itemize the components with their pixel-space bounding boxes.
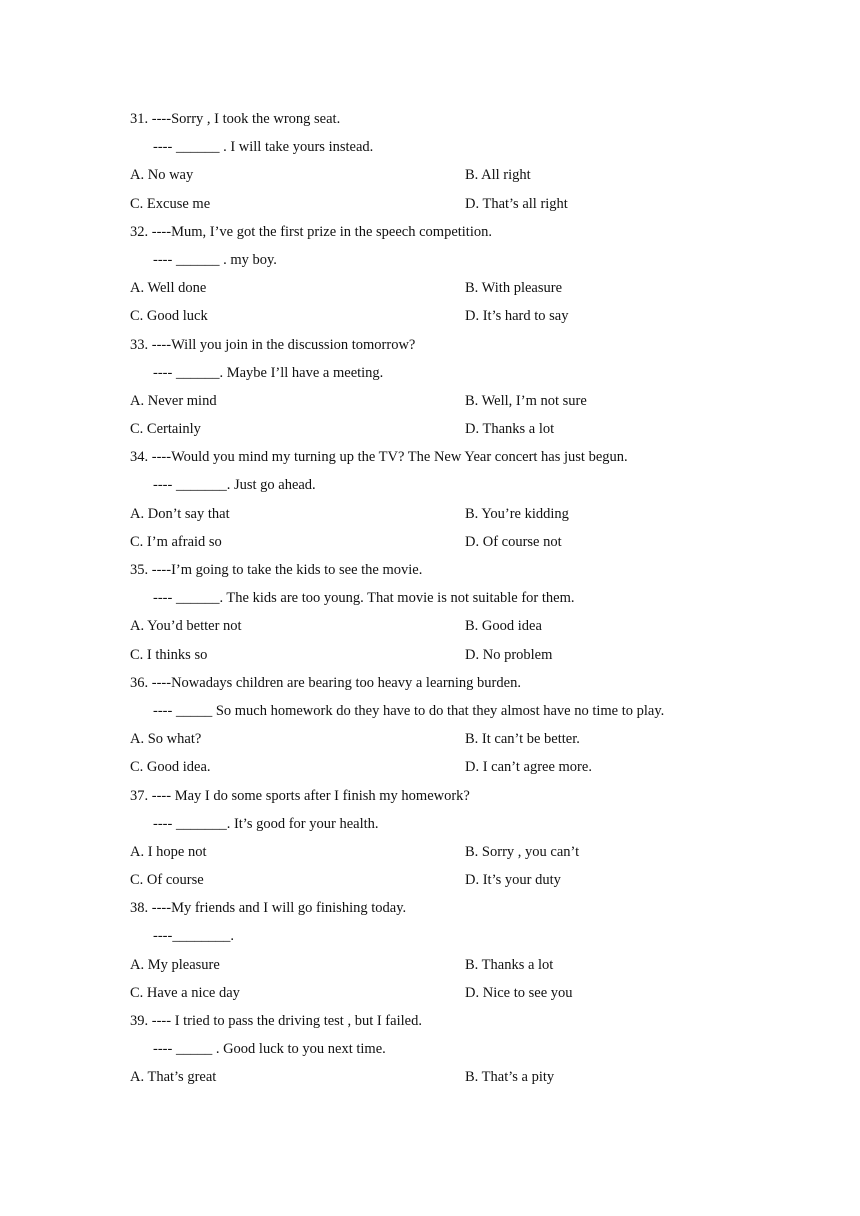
option-row xyxy=(130,161,730,189)
question-response: ---- _______. It’s good for your health. xyxy=(153,815,379,832)
question-response: ----________. xyxy=(153,928,234,945)
option-d: D. That’s all right xyxy=(465,195,568,212)
option-a: A. You’d better not xyxy=(130,618,242,635)
option-row xyxy=(130,979,730,1007)
question-prompt: 32. ----Mum, I’ve got the first prize in the speech competition. xyxy=(130,223,492,240)
option-row xyxy=(130,190,730,218)
option-a: A. So what? xyxy=(130,731,202,748)
question-response: ---- _____ So much homework do they have to do that they almost have no time to play. xyxy=(153,702,665,719)
option-row xyxy=(130,725,730,753)
option-c: C. I’m afraid so xyxy=(130,533,222,550)
question-prompt: 34. ----Would you mind my turning up the TV? The New Year concert has just begun. xyxy=(130,449,628,466)
option-a: A. That’s great xyxy=(130,1069,217,1086)
option-d: D. Nice to see you xyxy=(465,984,573,1001)
question-prompt: 38. ----My friends and I will go finishing today. xyxy=(130,900,407,917)
option-row xyxy=(130,528,730,556)
question-block xyxy=(130,1007,730,1092)
option-row xyxy=(130,866,730,894)
option-row xyxy=(130,274,730,302)
option-d: D. No problem xyxy=(465,646,553,663)
option-d: D. I can’t agree more. xyxy=(465,759,592,776)
option-a: A. I hope not xyxy=(130,843,207,860)
option-c: C. Excuse me xyxy=(130,195,211,212)
question-block xyxy=(130,105,730,218)
option-row xyxy=(130,415,730,443)
question-response: ---- _____ . Good luck to you next time. xyxy=(153,1041,386,1058)
option-b: B. With pleasure xyxy=(465,280,563,297)
option-c: C. Good luck xyxy=(130,308,208,325)
question-prompt: 33. ----Will you join in the discussion tomorrow? xyxy=(130,336,416,353)
option-row xyxy=(130,500,730,528)
question-block xyxy=(130,669,730,782)
question-prompt: 36. ----Nowadays children are bearing too heavy a learning burden. xyxy=(130,674,521,691)
option-row xyxy=(130,641,730,669)
question-block xyxy=(130,331,730,444)
option-row xyxy=(130,302,730,330)
option-d: D. Thanks a lot xyxy=(465,421,555,438)
question-response: ---- ______ . my boy. xyxy=(153,251,277,268)
option-row xyxy=(130,753,730,781)
option-b: B. Thanks a lot xyxy=(465,956,554,973)
question-block xyxy=(130,894,730,1007)
option-a: A. My pleasure xyxy=(130,956,220,973)
option-c: C. Certainly xyxy=(130,421,201,438)
option-a: A. Don’t say that xyxy=(130,505,230,522)
option-d: D. Of course not xyxy=(465,533,562,550)
question-prompt: 39. ---- I tried to pass the driving test , but I failed. xyxy=(130,1013,422,1029)
option-c: C. Good idea. xyxy=(130,759,211,776)
option-d: D. It’s hard to say xyxy=(465,308,569,325)
option-c: C. I thinks so xyxy=(130,646,208,663)
option-a: A. Never mind xyxy=(130,392,217,409)
option-row xyxy=(130,1063,730,1091)
option-c: C. Have a nice day xyxy=(130,984,240,1001)
question-block xyxy=(130,443,730,556)
option-row xyxy=(130,612,730,640)
option-row xyxy=(130,951,730,979)
option-a: A. No way xyxy=(130,167,194,184)
question-prompt: 35. ----I’m going to take the kids to see the movie. xyxy=(130,562,423,578)
option-d: D. It’s your duty xyxy=(465,872,561,889)
option-b: B. All right xyxy=(465,167,531,184)
question-block xyxy=(130,218,730,331)
option-c: C. Of course xyxy=(130,872,204,889)
question-prompt: 37. ---- May I do some sports after I finish my homework? xyxy=(130,787,470,804)
question-response: ---- _______. Just go ahead. xyxy=(153,477,316,494)
question-prompt: 31. ----Sorry , I took the wrong seat. xyxy=(130,111,341,127)
option-b: B. It can’t be better. xyxy=(465,731,580,748)
question-response: ---- ______. The kids are too young. That movie is not suitable for them. xyxy=(153,590,575,607)
option-row xyxy=(130,838,730,866)
option-b: B. Sorry , you can’t xyxy=(465,843,580,860)
option-b: B. You’re kidding xyxy=(465,505,569,522)
question-response: ---- ______. Maybe I’ll have a meeting. xyxy=(153,364,384,381)
option-b: B. Good idea xyxy=(465,618,542,635)
option-row xyxy=(130,387,730,415)
question-block xyxy=(130,782,730,895)
option-b: B. Well, I’m not sure xyxy=(465,392,587,409)
option-b: B. That’s a pity xyxy=(465,1069,555,1086)
option-a: A. Well done xyxy=(130,280,207,297)
question-response: ---- ______ . I will take yours instead. xyxy=(153,139,374,156)
question-block xyxy=(130,556,730,669)
question-list xyxy=(130,105,730,1092)
